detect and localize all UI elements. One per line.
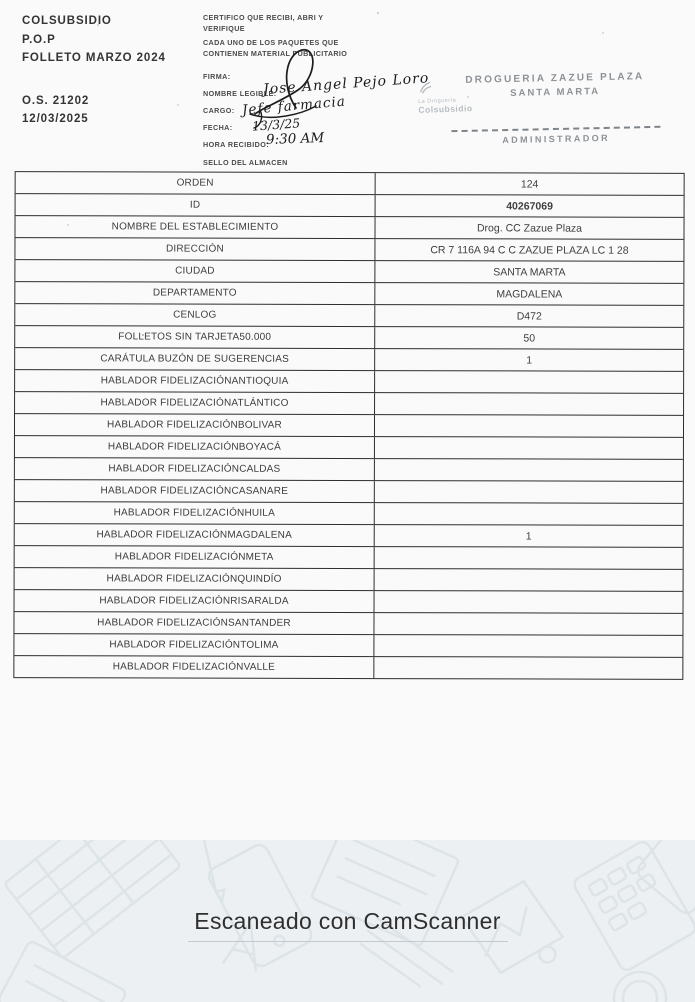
doodle-spreadsheet (4, 840, 181, 959)
stamp-pharmacy-name: DROGUERIA ZAZUE PLAZA (465, 71, 645, 86)
row-value (375, 393, 683, 415)
row-label: CENLOG (15, 304, 375, 326)
stamp-city: SANTA MARTA (510, 86, 601, 99)
row-value (375, 547, 683, 569)
row-value: 1 (526, 353, 533, 366)
row-label: HABLADOR FIDELIZACIÓNSANTANDER (14, 612, 374, 634)
handwritten-date: 13/3/25 (251, 115, 301, 134)
handwritten-cargo: Jefe farmacia (241, 93, 347, 119)
doodle-phone (206, 842, 315, 970)
row-value: 124 (520, 177, 539, 190)
row-label: HABLADOR FIDELIZACIÓNTOLIMA (14, 634, 374, 656)
camscanner-footer (0, 840, 695, 1002)
campaign-name: FOLLETO MARZO 2024 (22, 52, 166, 64)
table-row (14, 656, 682, 679)
row-value (375, 459, 683, 481)
row-value (375, 437, 683, 459)
field-label-hora: HORA RECIBIDO: (203, 140, 270, 149)
row-value: 40267069 (506, 199, 553, 213)
table-row (15, 546, 683, 570)
row-label: HABLADOR FIDELIZACIÓNQUINDÍO (15, 568, 375, 590)
logo-text-small: La Droguería (418, 97, 457, 105)
row-label: HABLADOR FIDELIZACIÓNVALLE (14, 656, 374, 678)
row-label: HABLADOR FIDELIZACIÓNATLÁNTICO (15, 392, 375, 414)
field-label-nombre: NOMBRE LEGIBLE: (203, 89, 277, 98)
table-row (16, 194, 684, 218)
row-value (375, 503, 683, 525)
table-row (15, 216, 683, 240)
row-label: DEPARTAMENTO (15, 282, 375, 304)
table-row (15, 260, 683, 284)
table-row (15, 414, 683, 438)
field-label-firma: FIRMA: (203, 72, 231, 81)
table-row (16, 172, 684, 196)
row-label: HABLADOR FIDELIZACIÓNCASANARE (15, 480, 375, 502)
table-row (15, 436, 683, 460)
row-value: 1 (525, 529, 532, 542)
table-row (15, 480, 683, 504)
doodle-card (0, 940, 127, 1002)
row-value: CR 7 116A 94 C C ZAZUE PLAZA LC 1 28 (430, 243, 629, 257)
row-value (375, 569, 683, 591)
stamp-role: ADMINISTRADOR (502, 132, 611, 146)
table-row (15, 370, 683, 394)
certification-text-line: VERIFIQUE (203, 24, 245, 33)
row-value (374, 635, 682, 657)
row-value: MAGDALENA (496, 287, 563, 301)
row-value: 50 (523, 331, 536, 344)
row-label: ORDEN (16, 172, 376, 194)
row-label: CIUDAD (15, 260, 375, 282)
pharmacy-stamp (442, 71, 668, 147)
camscanner-caption: Escaneado con CamScanner (194, 908, 501, 934)
row-label: HABLADOR FIDELIZACIÓNMAGDALENA (15, 524, 375, 546)
row-label: CARÁTULA BUZÓN DE SUGERENCIAS (15, 348, 375, 370)
row-label: DIRECCIÓN (15, 238, 375, 260)
row-value: SANTA MARTA (493, 265, 566, 279)
table-row (14, 612, 682, 636)
certification-text-line: CONTIENEN MATERIAL PUBLICITARIO (203, 49, 348, 58)
row-label: ID (16, 194, 376, 216)
field-label-cargo: CARGO: (203, 106, 235, 115)
data-table (13, 171, 684, 680)
row-label: HABLADOR FIDELIZACIÓNMETA (15, 546, 375, 568)
row-label: FOLLETOS SIN TARJETA50.000 (15, 326, 375, 348)
handwritten-name: Jose Angel Pejo Loro (262, 70, 430, 98)
certification-text-line: CERTIFICO QUE RECIBI, ABRI Y (203, 13, 324, 22)
row-label: NOMBRE DEL ESTABLECIMIENTO (15, 216, 375, 238)
table-row (15, 392, 683, 416)
table-row (14, 634, 682, 658)
org-name: COLSUBSIDIO (22, 15, 112, 27)
row-value (375, 415, 683, 437)
order-service-number: O.S. 21202 (22, 94, 90, 107)
table-row (15, 590, 683, 614)
certification-text-line: CADA UNO DE LOS PAQUETES QUE (203, 38, 339, 47)
table-row (15, 282, 683, 306)
leaf-icon (417, 81, 431, 93)
caption-underline (188, 941, 508, 942)
document-date: 12/03/2025 (22, 113, 89, 125)
row-value: Drog. CC Zazue Plaza (476, 221, 583, 235)
row-label: HABLADOR FIDELIZACIÓNANTIOQUIA (15, 370, 375, 392)
row-value (375, 481, 683, 503)
field-label-fecha: FECHA: (203, 123, 233, 132)
table-row (15, 348, 683, 372)
table-row (15, 304, 683, 328)
table-row (15, 568, 683, 592)
row-value (375, 371, 683, 393)
program-name: P.O.P (22, 33, 56, 46)
row-label: HABLADOR FIDELIZACIÓNBOYACÁ (15, 436, 375, 458)
row-label: HABLADOR FIDELIZACIÓNHUILA (15, 502, 375, 524)
handwritten-time: 9:30 AM (265, 129, 325, 149)
row-value (374, 613, 682, 635)
row-value (375, 591, 683, 613)
logo-text-large: Colsubsidio (418, 103, 473, 115)
table-row (15, 458, 683, 482)
row-value (374, 657, 682, 679)
table-row (15, 326, 683, 350)
row-label: HABLADOR FIDELIZACIÓNCALDAS (15, 458, 375, 480)
row-label: HABLADOR FIDELIZACIÓNRISARALDA (15, 590, 375, 612)
row-label: HABLADOR FIDELIZACIÓNBOLIVAR (15, 414, 375, 436)
table-row (15, 524, 683, 548)
doodle-coffee-ring (614, 972, 666, 1002)
row-value: D472 (516, 309, 542, 323)
table-row (15, 238, 683, 262)
field-label-sello: SELLO DEL ALMACEN (203, 158, 288, 167)
stamp-signature-line (451, 126, 660, 132)
table-row (15, 502, 683, 526)
document-header (22, 12, 166, 129)
